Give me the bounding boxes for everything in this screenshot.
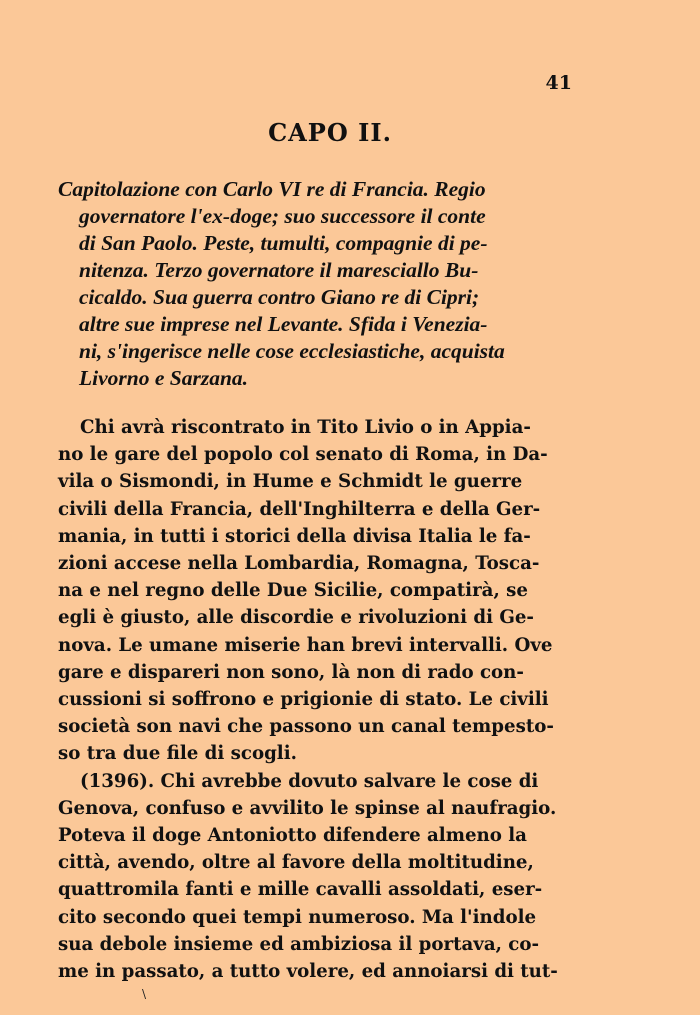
summary-line: ni, s'ingerisce nelle cose ecclesiastiche, acquista xyxy=(79,339,505,363)
paragraph-line: me in passato, a tutto volere, ed annoiarsi di tut- xyxy=(58,961,558,983)
paragraph-line: cito secondo quei tempi numeroso. Ma l'indole xyxy=(58,906,537,928)
summary-line: nitenza. Terzo governatore il maresciallo Bu- xyxy=(79,258,479,282)
summary-line: altre sue imprese nel Levante. Sfida i Venezia- xyxy=(79,312,488,336)
summary-line: Livorno e Sarzana. xyxy=(79,366,249,390)
paragraph-line: cussioni si soffrono e prigionie di stato. Le civili xyxy=(58,689,549,711)
paragraph-line: quattromila fanti e mille cavalli assoldati, eser- xyxy=(58,879,543,901)
paragraph-line: civili della Francia, dell'Inghilterra e della Ger- xyxy=(58,498,541,520)
summary-line: cicaldo. Sua guerra contro Giano re di Cipri; xyxy=(79,285,480,309)
paragraph-line: Genova, confuso e avvilito le spinse al naufragio. xyxy=(58,797,557,819)
paragraph-line: Chi avrà riscontrato in Tito Livio o in Appia- xyxy=(80,417,531,438)
body-text xyxy=(58,414,608,985)
chapter-summary xyxy=(58,176,598,392)
paragraph-line: no le gare del popolo col senato di Roma, in Da- xyxy=(58,444,548,466)
summary-line: Capitolazione con Carlo VI re di Francia. Regio xyxy=(58,177,486,201)
paragraph-line: na e nel regno delle Due Sicilie, compatirà, se xyxy=(58,580,528,602)
paragraph-line: so tra due file di scogli. xyxy=(58,743,297,765)
paragraph-line: zioni accese nella Lombardia, Romagna, Tosca- xyxy=(58,553,540,575)
paragraph-line: Poteva il doge Antoniotto difendere almeno la xyxy=(58,825,527,847)
paragraph-line: gare e dispareri non sono, là non di rado con- xyxy=(58,661,524,683)
page-number: 41 xyxy=(545,72,572,94)
paragraph-line: società son navi che passono un canal tempesto- xyxy=(58,716,554,738)
paragraph-line: vila o Sismondi, in Hume e Schmidt le guerre xyxy=(58,471,523,493)
paragraph-line: (1396). Chi avrebbe dovuto salvare le cose di xyxy=(80,770,539,792)
paragraph-line: città, avendo, oltre al favore della moltitudine, xyxy=(58,852,534,874)
paragraph-line: mania, in tutti i storici della divisa Italia le fa- xyxy=(58,525,531,547)
paragraph-line: nova. Le umane miserie han brevi intervalli. Ove xyxy=(58,634,553,656)
bottom-mark: \ xyxy=(142,987,147,1001)
paragraph-line: sua debole insieme ed ambiziosa il portava, co- xyxy=(58,933,540,955)
paragraph-line: egli è giusto, alle discordie e rivoluzioni di Ge- xyxy=(58,607,534,629)
chapter-title: CAPO II. xyxy=(268,118,392,147)
summary-line: di San Paolo. Peste, tumulti, compagnie di pe- xyxy=(79,231,488,255)
summary-line: governatore l'ex-doge; suo successore il conte xyxy=(79,204,486,228)
